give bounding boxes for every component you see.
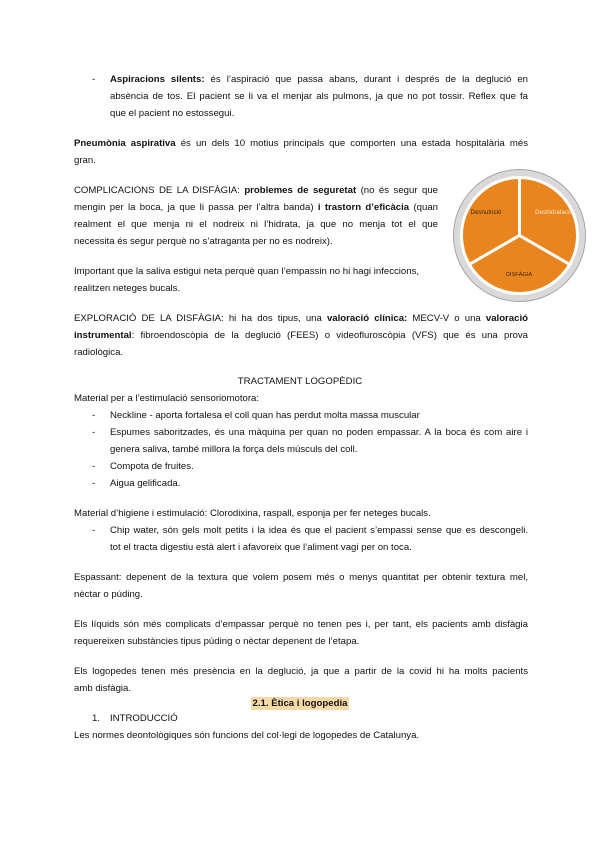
pneumonia-line-1: Pneumònia aspirativa és un dels 10 motius principals que comporten una estada hospitalària més <box>74 138 528 149</box>
tractament-item-continuation: genera saliva, també millora la força dels músculs del coll. <box>110 444 358 455</box>
section-heading-wrap <box>0 693 600 712</box>
disfagia-cycle-diagram <box>452 168 587 303</box>
aspiracions-line-3: que el pacient no estossegui. <box>110 108 235 119</box>
complicacions-line-4: necessita és segur perquè no s’atraganta per no es nodreix). <box>74 236 333 247</box>
espessant-line-1: Espassant: depenent de la textura que volem posem més o menys quantitat per obtenir textura mel, <box>74 572 528 583</box>
tractament-item: Neckline - aporta fortalesa el coll quan has perdut molta massa muscular <box>110 410 420 421</box>
aspiracions-line-1: Aspiracions silents: és l’aspiració que passa abans, durant i després de la deglució en <box>110 74 528 85</box>
tractament-item: Aigua gelificada. <box>110 478 181 489</box>
exploracio-line-1: EXPLORACIÓ DE LA DISFÀGIA: hi ha dos tipus, una valoració clínica: MECV-V o una valoració <box>74 313 528 324</box>
espessant-line-2: nèctar o púding. <box>74 589 143 600</box>
saliva-line-1: Important que la saliva estigui neta perquè quan l’empassin no hi hagi infeccions, <box>74 266 420 277</box>
liquids-line-2: requereixen substàncies tipus púding o nèctar depenent de l’etapa. <box>74 636 360 647</box>
bullet-dash: - <box>92 461 96 472</box>
saliva-line-2: realitzen neteges bucals. <box>74 283 181 294</box>
liquids-line-1: Els líquids són més complicats d’empassar perquè no tenen pes i, per tant, els pacients amb disfàgia <box>74 619 528 630</box>
subsection-title: INTRODUCCIÓ <box>110 713 178 724</box>
bullet-dash: - <box>92 478 96 489</box>
logopedes-line-2: amb disfàgia. <box>74 683 132 694</box>
tractament-item: Espumes saboritzades, és una màquina per quan no poden empassar. A la boca és com aire i <box>110 427 528 438</box>
aspiracions-label: Aspiracions silents: <box>110 74 205 85</box>
higiene-item-line-2: tot el tracta digestiu està alert i afavoreix que l’aliment vagi per on toca. <box>110 542 412 553</box>
higiene-item-line-1: Chip water, són gels molt petits i la idea és que el pacient s’empassi sense que es descongeli. <box>110 525 528 536</box>
logopedes-line-1: Els logopedes tenen més presència en la deglució, ja que a partir de la covid hi ha molts pacients <box>74 666 528 677</box>
complicacions-line-3: realment el que menja ni el nodreix ni l’hidrata, ja que no menja tot el que <box>74 219 438 230</box>
bullet-dash: - <box>92 427 96 438</box>
exploracio-line-2: instrumental: fibroendoscòpia de la deglució (FEES) o videofluroscòpia (VFS) que és una prova <box>74 330 528 341</box>
higiene-intro: Material d’higiene i estimulació: Clorodixina, raspall, esponja per fer neteges bucals. <box>74 508 431 519</box>
complicacions-line-2: mengin per la boca, ja que li passa per l’altra banda) i trastorn d’eficàcia (quan <box>74 202 439 213</box>
tractament-item: Compota de fruites. <box>110 461 194 472</box>
segment-label-disfagia: DISFÀGIA <box>505 272 533 278</box>
exploracio-line-3: radiològica. <box>74 347 124 358</box>
aspiracions-line-2: absència de tos. El pacient se li va el menjar als pulmons, ja que no pot tossir. Reflex que fa <box>110 91 528 102</box>
section-body: Les normes deontològiques són funcions del col·legi de logopedes de Catalunya. <box>74 730 420 741</box>
complicacions-line-1: COMPLICACIONS DE LA DISFÀGIA: problemes de seguretat (no és segur que <box>74 185 438 196</box>
section-heading: 2.1. Ètica i logopedia <box>252 698 348 709</box>
pneumonia-line-2: gran. <box>74 155 96 166</box>
segment-label-deshidratacio: Deshidratació <box>535 209 573 216</box>
tractament-intro: Material per a l’estimulació sensoriomotora: <box>74 393 260 404</box>
bullet-dash: - <box>92 525 96 536</box>
subsection-number: 1. <box>92 713 101 724</box>
bullet-dash: - <box>92 410 96 421</box>
tractament-title: TRACTAMENT LOGOPÈDIC <box>237 376 363 387</box>
bullet-dash: - <box>92 74 96 85</box>
segment-label-desnutricio: Desnutrició <box>470 209 502 216</box>
